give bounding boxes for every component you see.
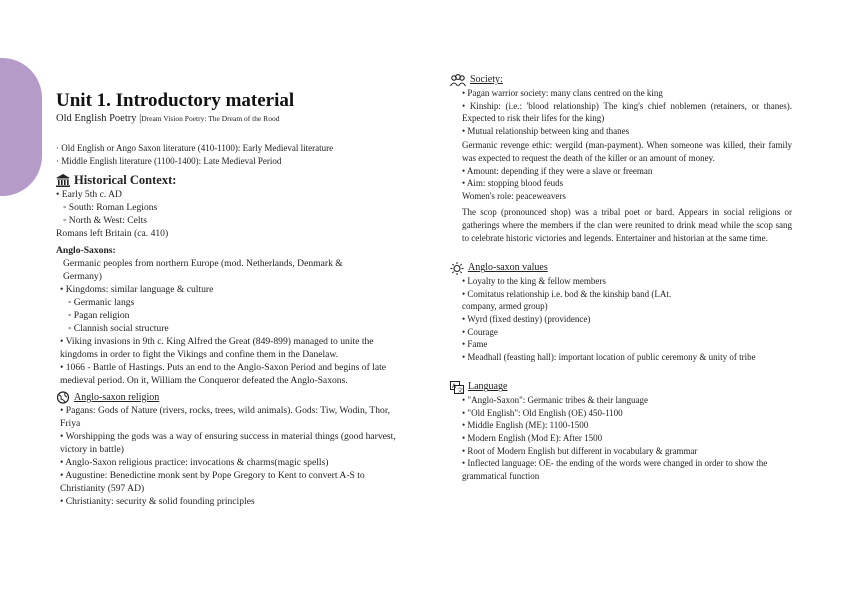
period-line: · Old English or Ango Saxon literature (410-1100): Early Medieval literature [56, 143, 334, 153]
globe-icon [56, 391, 70, 404]
list-item: • Inflected language: OE- the ending of the words were changed in order to show the grammatical function [462, 458, 768, 481]
list-item: • Early 5th c. AD [56, 189, 122, 200]
hastings-paragraph: • 1066 - Battle of Hastings. Puts an end to the Anglo-Saxon Period and begins of late medieval period. On it, William the Conqueror defeated the Anglo-Saxons. [60, 362, 387, 386]
list-item: • Aim: stopping blood feuds [462, 178, 564, 189]
list-item: ◦ North & West: Celts [63, 215, 147, 226]
list-item: • Modern English (Mod E): After 1500 [462, 433, 603, 444]
religion-heading [56, 391, 396, 404]
list-item: • Worshipping the gods was a way of ensuring success in material things (good harvest, victory in battle) [60, 431, 396, 455]
purple-side-tab [0, 58, 42, 196]
page-title: Unit 1. Introductory material [56, 90, 295, 111]
society-heading [450, 74, 792, 87]
list-item: Romans left Britain (ca. 410) [56, 228, 169, 239]
religion-heading-text: Anglo-saxon religion [74, 392, 160, 403]
list-item: • Anglo-Saxon religious practice: invocations & charms(magic spells) [60, 457, 329, 468]
left-column [56, 90, 396, 508]
historical-heading-text: Historical Context: [74, 173, 177, 187]
values-heading-text: Anglo-saxon values [468, 262, 548, 274]
language-icon [450, 381, 464, 394]
list-item: • Kingdoms: similar language & culture [60, 284, 214, 295]
list-item: • Comitatus relationship i.e. bod & the kinship band (LAt. company, armed group) [462, 288, 672, 312]
anglo-saxons-heading: Anglo-Saxons: [56, 245, 116, 256]
viking-paragraph: • Viking invasions in 9th c. King Alfred the Great (849-899) managed to unite the kingdoms in order to fight the Vikings and confine them in the Danelaw. [60, 336, 374, 360]
list-item: • Meadhall (feasting hall): important location of public ceremony & unity of tribe [462, 351, 756, 362]
wergild-paragraph: Germanic revenge ethic: wergild (man-payment). When someone was killed, their family was expected to request the death of the killer or an amount of money. [462, 140, 792, 163]
list-item: ◦ Clannish social structure [68, 323, 169, 334]
list-item: • Amount: depending if they were a slave or freeman [462, 165, 653, 176]
list-item: • "Old English": Old English (OE) 450-1100 [462, 407, 623, 418]
list-item: • Fame [462, 339, 488, 350]
language-heading-text: Language [468, 381, 508, 393]
subtitle-small: Dream Vision Poetry: The Dream of the Rood [141, 114, 280, 123]
list-item: • Christianity: security & solid founding principles [60, 496, 255, 507]
subtitle-main: Old English Poetry | [56, 113, 142, 124]
list-item: • Middle English (ME): 1100-1500 [462, 420, 589, 431]
list-item: • Wyrd (fixed destiny) (providence) [462, 313, 591, 324]
list-item: • Courage [462, 326, 498, 337]
sun-icon [450, 262, 464, 275]
svg-text:文: 文 [457, 387, 464, 395]
svg-text:A: A [452, 383, 457, 391]
museum-icon [56, 174, 70, 187]
list-item: • "Anglo-Saxon": Germanic tribes & their language [462, 395, 648, 406]
list-item: • Kinship: (i.e.: 'blood relationship) The king's chief noblemen (retainers, or thanes). Expected to risk their lifes for the king) [462, 100, 792, 124]
anglo-intro: Germanic peoples from northern Europe (mod. Netherlands, Denmark & Germany) [63, 258, 343, 282]
list-item: • Root of Modern English but different in vocabulary & grammar [462, 445, 698, 456]
people-icon [450, 74, 466, 87]
women-role: Women's role: peaceweavers [462, 190, 566, 201]
list-item: • Pagans: Gods of Nature (rivers, rocks, trees, wild animals). Gods: Tiw, Wodin, Thor, Friya [60, 405, 391, 429]
list-item: • Loyalty to the king & fellow members [462, 276, 606, 287]
list-item: • Augustine: Benedictine monk sent by Pope Gregory to Kent to convert A-S to Christianity (597 AD) [60, 470, 365, 494]
scop-paragraph: The scop (pronounced shop) was a tribal poet or bard. Appears in social religions or gatherings where the members if the clan were reunited to drink mead while the scop sang to celebrate historic victories and legends. Entertainer and historian at the same time. [462, 207, 792, 243]
right-column [452, 74, 792, 482]
list-item: • Mutual relationship between king and thanes [462, 125, 630, 136]
list-item: ◦ South: Roman Legions [63, 202, 158, 213]
page-subtitle [56, 112, 396, 126]
values-heading [450, 262, 792, 275]
period-line: · Middle English literature (1100-1400): Late Medieval Period [56, 156, 282, 166]
list-item: ◦ Pagan religion [68, 310, 130, 321]
society-heading-text: Society: [470, 74, 503, 86]
list-item: • Pagan warrior society: many clans centred on the king [462, 88, 663, 98]
list-item: ◦ Germanic langs [68, 297, 135, 308]
language-heading [450, 381, 792, 394]
historical-heading [56, 173, 396, 188]
